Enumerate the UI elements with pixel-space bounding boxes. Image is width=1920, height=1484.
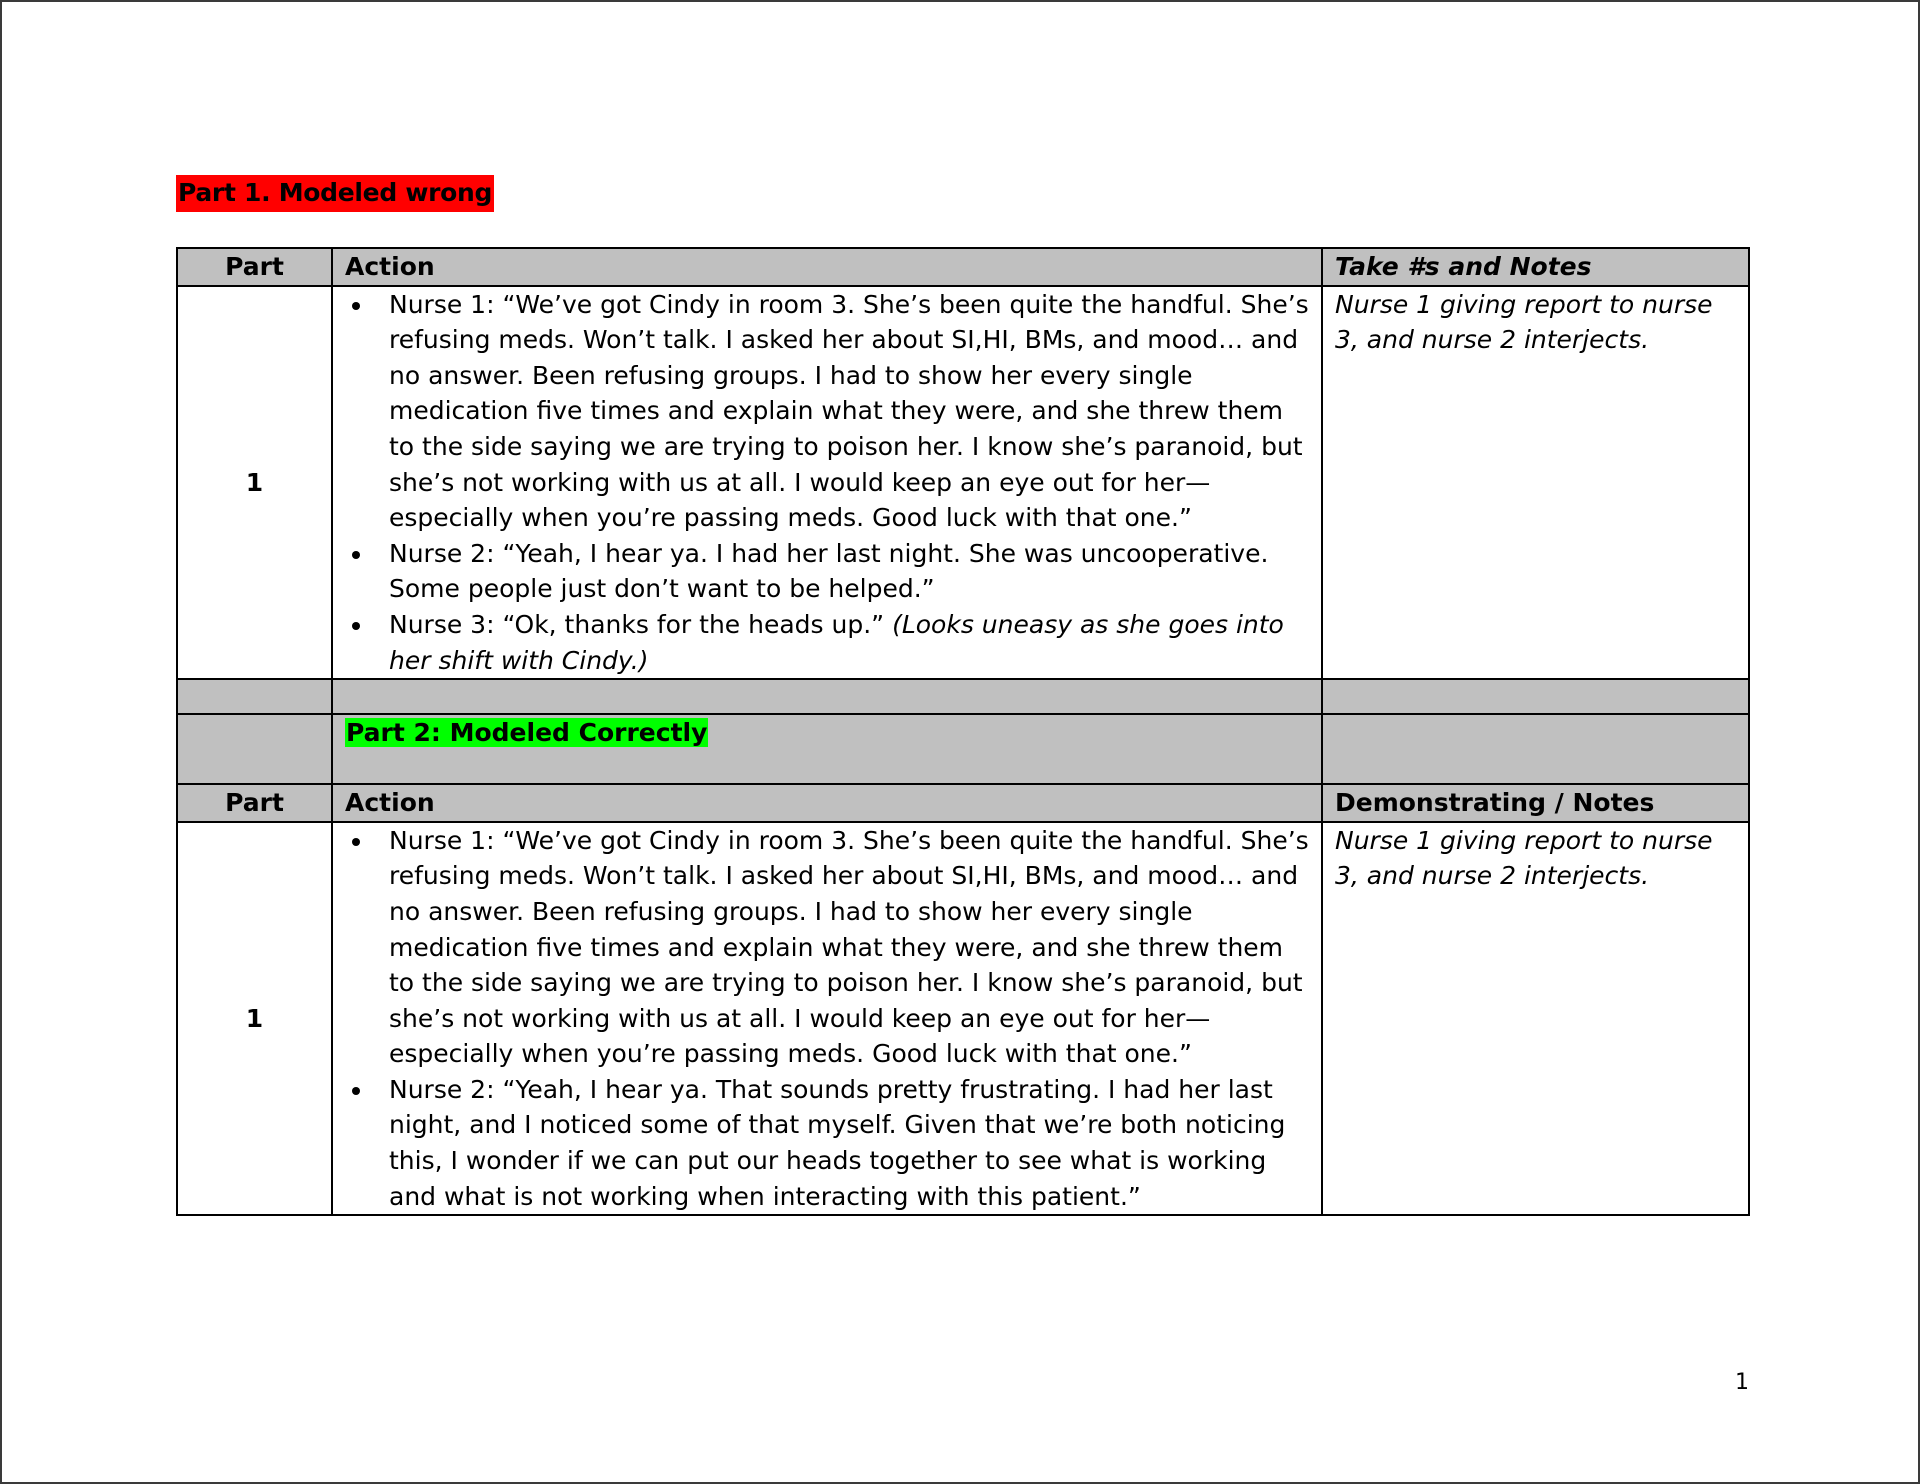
dialogue-text: Nurse 2: “Yeah, I hear ya. That sounds pretty frustrating. I had her last night, and I noticed some of that myself. Given that we’re both noticing this, I wonder if we can put our heads together to see what is working and what is not working when interacting with this patient.” (389, 1074, 1286, 1211)
part2-row-number: 1 (177, 822, 332, 1216)
part1-action-cell (332, 286, 1322, 680)
part2-header-part: Part (177, 784, 332, 822)
spacer-cell (1322, 679, 1749, 714)
part1-heading: Part 1. Modeled wrong (176, 175, 494, 212)
dialogue-line (389, 287, 1309, 536)
part2-heading-row (177, 714, 1749, 784)
part2-header-row (177, 784, 1749, 822)
part2-header-notes: Demonstrating / Notes (1322, 784, 1749, 822)
dialogue-text: Nurse 3: “Ok, thanks for the heads up.” (389, 609, 893, 639)
dialogue-line (389, 1072, 1309, 1214)
part2-action-cell (332, 822, 1322, 1216)
part1-notes-cell: Nurse 1 giving report to nurse 3, and nurse 2 interjects. (1322, 286, 1749, 680)
empty-cell (177, 714, 332, 784)
dialogue-line (389, 536, 1309, 607)
empty-cell (1322, 714, 1749, 784)
part2-dialogue-list (345, 823, 1309, 1215)
spacer-row (177, 679, 1749, 714)
part1-row-number: 1 (177, 286, 332, 680)
dialogue-line (389, 607, 1309, 678)
part2-heading: Part 2: Modeled Correctly (346, 718, 708, 748)
part2-notes-cell: Nurse 1 giving report to nurse 3, and nurse 2 interjects. (1322, 822, 1749, 1216)
script-table (176, 247, 1750, 1216)
part2-row (177, 822, 1749, 1216)
stage-direction: (Looks uneasy as she goes into her shift with Cindy.) (389, 609, 1284, 675)
part2-heading-cell (332, 714, 1322, 784)
page-number: 1 (1735, 1370, 1749, 1395)
part2-header-action: Action (332, 784, 1322, 822)
dialogue-line (389, 823, 1309, 1072)
part1-header-row (177, 248, 1749, 286)
dialogue-text: Nurse 2: “Yeah, I hear ya. I had her last night. She was uncooperative. Some people just don’t want to be helped.” (389, 538, 1269, 604)
dialogue-text: Nurse 1: “We’ve got Cindy in room 3. She’s been quite the handful. She’s refusing meds. Won’t talk. I asked her about SI,HI, BMs, and mood… and no answer. Been refusing groups. I had to show her every single medication five times and explain what they were, and she threw them to the side saying we are trying to poison her. I know she’s paranoid, but she’s not working with us at all. I would keep an eye out for her—especially when you’re passing meds. Good luck with that one.” (389, 825, 1309, 1069)
part1-header-notes: Take #s and Notes (1322, 248, 1749, 286)
part1-row (177, 286, 1749, 680)
dialogue-text: Nurse 1: “We’ve got Cindy in room 3. She’s been quite the handful. She’s refusing meds. Won’t talk. I asked her about SI,HI, BMs, and mood… and no answer. Been refusing groups. I had to show her every single medication five times and explain what they were, and she threw them to the side saying we are trying to poison her. I know she’s paranoid, but she’s not working with us at all. I would keep an eye out for her—especially when you’re passing meds. Good luck with that one.” (389, 289, 1309, 533)
spacer-cell (332, 679, 1322, 714)
spacer-cell (177, 679, 332, 714)
part1-header-action: Action (332, 248, 1322, 286)
part1-dialogue-list (345, 287, 1309, 679)
part1-header-part: Part (177, 248, 332, 286)
